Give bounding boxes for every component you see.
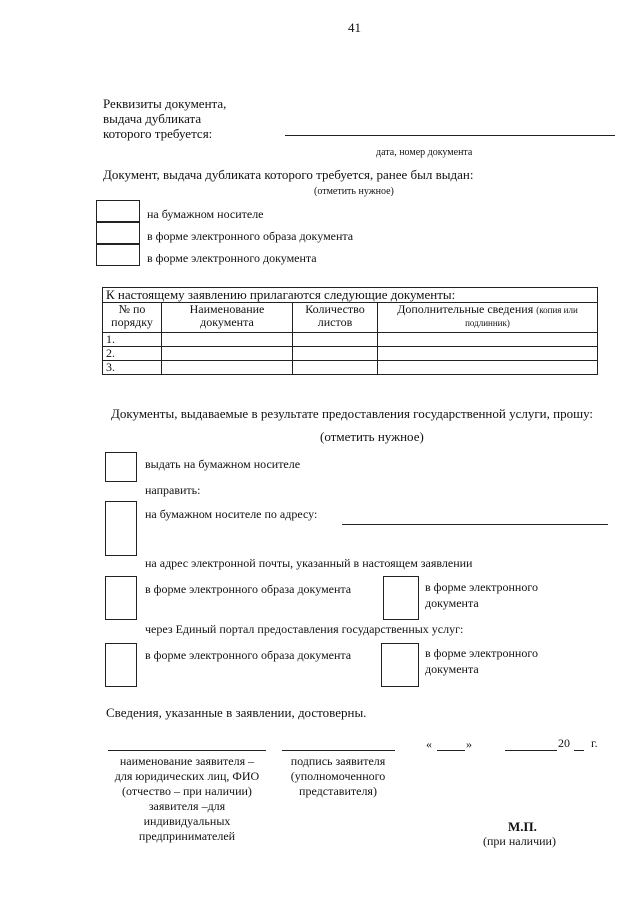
portal-edoc-label-line1: в форме электронного [425, 646, 538, 660]
table-cell[interactable] [378, 347, 598, 361]
applicant-caption-line4: заявителя –для [148, 799, 226, 813]
delivery-paper-address-checkbox[interactable] [105, 501, 137, 556]
delivery-paper-label: выдать на бумажном носителе [145, 457, 301, 471]
portal-image-label: в форме электронного образа документа [145, 648, 352, 662]
page-number: 41 [348, 20, 361, 35]
attachments-header-row [103, 303, 598, 333]
row-number: 1. [103, 333, 162, 347]
delivery-send-label: направить: [145, 483, 201, 497]
signature-caption-line1: подпись заявителя [290, 754, 386, 768]
attachments-title: К настоящему заявлению прилагаются следующие документы: [103, 288, 598, 303]
issued-image-checkbox[interactable] [96, 222, 140, 244]
delivery-paper-address-label: на бумажном носителе по адресу: [145, 507, 318, 521]
portal-edoc-label-line2: документа [425, 662, 479, 676]
date-close-quote: » [466, 737, 472, 751]
requisites-label-line3: которого требуется: [103, 126, 213, 141]
address-input-line[interactable] [342, 524, 608, 525]
requisites-input-line[interactable] [285, 135, 615, 136]
date-year-line[interactable] [574, 750, 584, 751]
issued-option-edoc: в форме электронного документа [147, 251, 317, 265]
table-cell[interactable] [378, 333, 598, 347]
delivery-heading: Документы, выдаваемые в результате предоставления государственной услуги, прошу: [111, 406, 594, 421]
email-image-label: в форме электронного образа документа [145, 582, 352, 596]
applicant-caption-line1: наименование заявителя – [119, 754, 255, 768]
table-cell[interactable] [293, 361, 378, 375]
portal-edoc-checkbox[interactable] [381, 643, 419, 687]
attachments-table [102, 287, 598, 375]
table-row [103, 333, 598, 347]
delivery-paper-checkbox[interactable] [105, 452, 137, 482]
header-info: Дополнительные сведения (копия или подлинник) [378, 303, 598, 333]
issued-edoc-checkbox[interactable] [96, 244, 140, 266]
row-number: 3. [103, 361, 162, 375]
row-number: 2. [103, 347, 162, 361]
applicant-caption-line2: для юридических лиц, ФИО [114, 769, 260, 783]
issued-paper-checkbox[interactable] [96, 200, 140, 222]
delivery-note: (отметить нужное) [320, 429, 424, 444]
applicant-caption-line5: индивидуальных [143, 814, 231, 828]
signature-caption-line3: представителя) [299, 784, 377, 798]
table-cell[interactable] [293, 333, 378, 347]
table-cell[interactable] [162, 361, 293, 375]
portal-heading: через Единый портал предоставления государственных услуг: [145, 622, 464, 636]
table-row [103, 347, 598, 361]
requisites-label-line1: Реквизиты документа, [103, 96, 227, 111]
date-year-prefix: 20 [558, 736, 570, 750]
stamp-note: (при наличии) [483, 834, 556, 848]
confirmation-text: Сведения, указанные в заявлении, достоверны. [106, 705, 367, 720]
signature-line[interactable] [282, 750, 395, 751]
date-day-line[interactable] [437, 750, 465, 751]
email-image-checkbox[interactable] [105, 576, 137, 620]
applicant-name-line[interactable] [108, 750, 266, 751]
requisites-caption: дата, номер документа [376, 147, 473, 158]
header-count: Количество листов [293, 303, 378, 333]
email-heading: на адрес электронной почты, указанный в настоящем заявлении [145, 556, 473, 570]
signature-caption-line2: (уполномоченного [290, 769, 386, 783]
issued-option-image: в форме электронного образа документа [147, 229, 354, 243]
requisites-label-line2: выдача дубликата [103, 111, 202, 126]
table-cell[interactable] [162, 333, 293, 347]
date-open-quote: « [426, 737, 432, 751]
email-edoc-label-line2: документа [425, 596, 479, 610]
table-cell[interactable] [293, 347, 378, 361]
table-cell[interactable] [378, 361, 598, 375]
issued-heading: Документ, выдача дубликата которого требуется, ранее был выдан: [103, 167, 474, 182]
date-suffix: г. [591, 736, 598, 750]
header-number: № по порядку [103, 303, 162, 333]
date-month-line[interactable] [505, 750, 557, 751]
email-edoc-checkbox[interactable] [383, 576, 419, 620]
table-row [103, 361, 598, 375]
stamp-label: М.П. [508, 819, 537, 834]
applicant-caption-line3: (отчество – при наличии) [122, 784, 252, 798]
portal-image-checkbox[interactable] [105, 643, 137, 687]
issued-note: (отметить нужное) [314, 186, 394, 197]
header-name: Наименование документа [162, 303, 293, 333]
issued-option-paper: на бумажном носителе [147, 207, 264, 221]
table-cell[interactable] [162, 347, 293, 361]
applicant-caption-line6: предпринимателей [138, 829, 236, 843]
email-edoc-label-line1: в форме электронного [425, 580, 538, 594]
